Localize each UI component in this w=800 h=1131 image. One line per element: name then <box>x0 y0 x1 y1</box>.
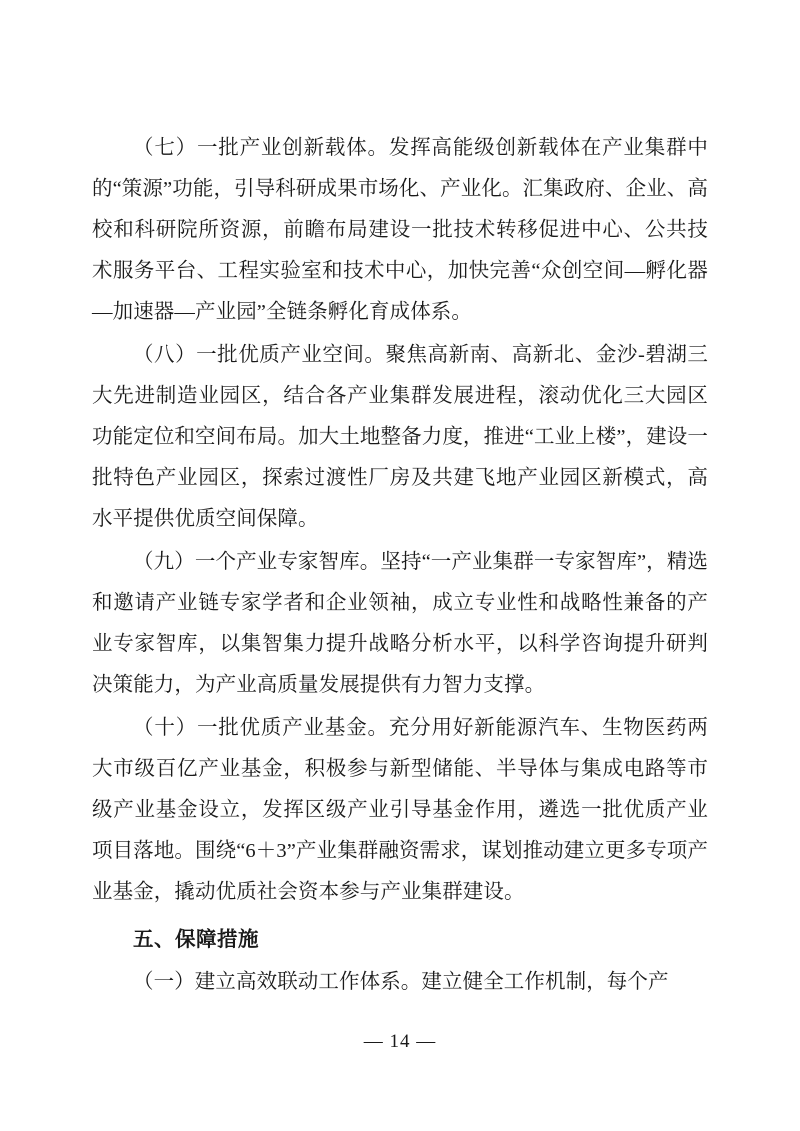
paragraph-eight: （八）一批优质产业空间。聚焦高新南、高新北、金沙-碧湖三大先进制造业园区，结合各产业集群发展进程，滚动优化三大园区功能定位和空间布局。加大土地整备力度，推进“工业上楼”，建设一批特色产业园区，探索过渡性厂房及共建飞地产业园区新模式，高水平提供优质空间保障。 <box>92 344 708 530</box>
paragraph-ten: （十）一批优质产业基金。充分用好新能源汽车、生物医药两大市级百亿产业基金，积极参与新型储能、半导体与集成电路等市级产业基金设立，发挥区级产业引导基金作用，遴选一批优质产业项目落地。围绕“6＋3”产业集群融资需求，谋划推动建立更多专项产业基金，撬动优质社会资本参与产业集群建设。 <box>92 717 708 903</box>
section-heading-five: 五、保障措施 <box>133 928 259 951</box>
paragraph-seven: （七）一批产业创新载体。发挥高能级创新载体在产业集群中的“策源”功能，引导科研成果市场化、产业化。汇集政府、企业、高校和科研院所资源，前瞻布局建设一批技术转移促进中心、公共技术服务平台、工程实验室和技术中心，加快完善“众创空间—孵化器—加速器—产业园”全链条孵化育成体系。 <box>92 137 708 323</box>
paragraph-nine: （九）一个产业专家智库。坚持“一产业集群一专家智库”，精选和邀请产业链专家学者和企业领袖，成立专业性和战略性兼备的产业专家智库，以集智集力提升战略分析水平，以科学咨询提升研判决策能力，为产业高质量发展提供有力智力支撑。 <box>92 551 708 696</box>
page-number: — 14 — <box>363 1031 437 1052</box>
document-body <box>92 128 708 1003</box>
paragraph-one-continued: （一）建立高效联动工作体系。建立健全工作机制，每个产 <box>133 971 669 993</box>
